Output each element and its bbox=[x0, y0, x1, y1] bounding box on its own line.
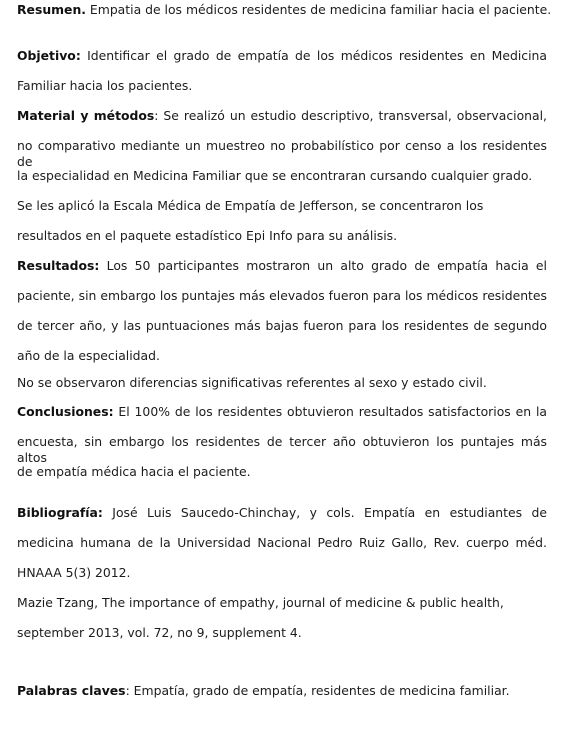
resultados-line-5: No se observaron diferencias significativas referentes al sexo y estado civil. bbox=[17, 375, 487, 390]
palabras-line bbox=[17, 683, 547, 699]
resultados-line-2: paciente, sin embargo los puntajes más elevados fueron para los médicos residentes bbox=[17, 288, 547, 303]
conclusiones-label: Conclusiones: bbox=[17, 404, 114, 419]
resultados-line-3: de tercer año, y las puntuaciones más bajas fueron para los residentes de segundo bbox=[17, 318, 547, 333]
objetivo-line-2: Familiar hacia los pacientes. bbox=[17, 78, 193, 93]
palabras-label: Palabras claves bbox=[17, 683, 126, 698]
material-line-5: resultados en el paquete estadístico Epi Info para su análisis. bbox=[17, 228, 398, 243]
resultados-line-1 bbox=[17, 258, 547, 274]
resumen-label: Resumen. bbox=[17, 2, 86, 17]
resumen-text: Empatia de los médicos residentes de medicina familiar hacia el paciente. bbox=[85, 2, 552, 17]
bibliografia-line-3: HNAAA 5(3) 2012. bbox=[17, 565, 131, 580]
material-label: Material y métodos bbox=[17, 108, 155, 123]
resultados-line-4: año de la especialidad. bbox=[17, 348, 160, 363]
resumen-line bbox=[17, 2, 552, 18]
objetivo-label: Objetivo: bbox=[17, 48, 81, 63]
material-line-2: no comparativo mediante un muestreo no probabilístico por censo a los residentes de bbox=[17, 138, 547, 169]
bibliografia-line-4: Mazie Tzang, The importance of empathy, journal of medicine & public health, bbox=[17, 595, 504, 610]
conclusiones-text-1: El 100% de los residentes obtuvieron resultados satisfactorios en la bbox=[113, 404, 547, 419]
material-line-3: la especialidad en Medicina Familiar que se encontraran cursando cualquier grado. bbox=[17, 168, 533, 183]
palabras-text: : Empatía, grado de empatía, residentes de medicina familiar. bbox=[125, 683, 510, 698]
bibliografia-line-2: medicina humana de la Universidad Nacional Pedro Ruiz Gallo, Rev. cuerpo méd. bbox=[17, 535, 547, 550]
material-line-1 bbox=[17, 108, 547, 124]
material-text-1: : Se realizó un estudio descriptivo, transversal, observacional, bbox=[154, 108, 547, 123]
bibliografia-line-5: september 2013, vol. 72, no 9, supplement 4. bbox=[17, 625, 302, 640]
bibliografia-line-1 bbox=[17, 505, 547, 521]
conclusiones-line-3: de empatía médica hacia el paciente. bbox=[17, 464, 251, 479]
bibliografia-text-1: José Luis Saucedo-Chinchay, y cols. Empatía en estudiantes de bbox=[102, 505, 547, 520]
material-line-4: Se les aplicó la Escala Médica de Empatía de Jefferson, se concentraron los bbox=[17, 198, 484, 213]
objetivo-text-1: Identificar el grado de empatía de los médicos residentes en Medicina bbox=[80, 48, 547, 63]
objetivo-line-1 bbox=[17, 48, 547, 64]
resultados-label: Resultados: bbox=[17, 258, 100, 273]
resultados-text-1: Los 50 participantes mostraron un alto grado de empatía hacia el bbox=[99, 258, 547, 273]
conclusiones-line-1 bbox=[17, 404, 547, 420]
conclusiones-line-2: encuesta, sin embargo los residentes de tercer año obtuvieron los puntajes más altos bbox=[17, 434, 547, 465]
bibliografia-label: Bibliografía: bbox=[17, 505, 103, 520]
